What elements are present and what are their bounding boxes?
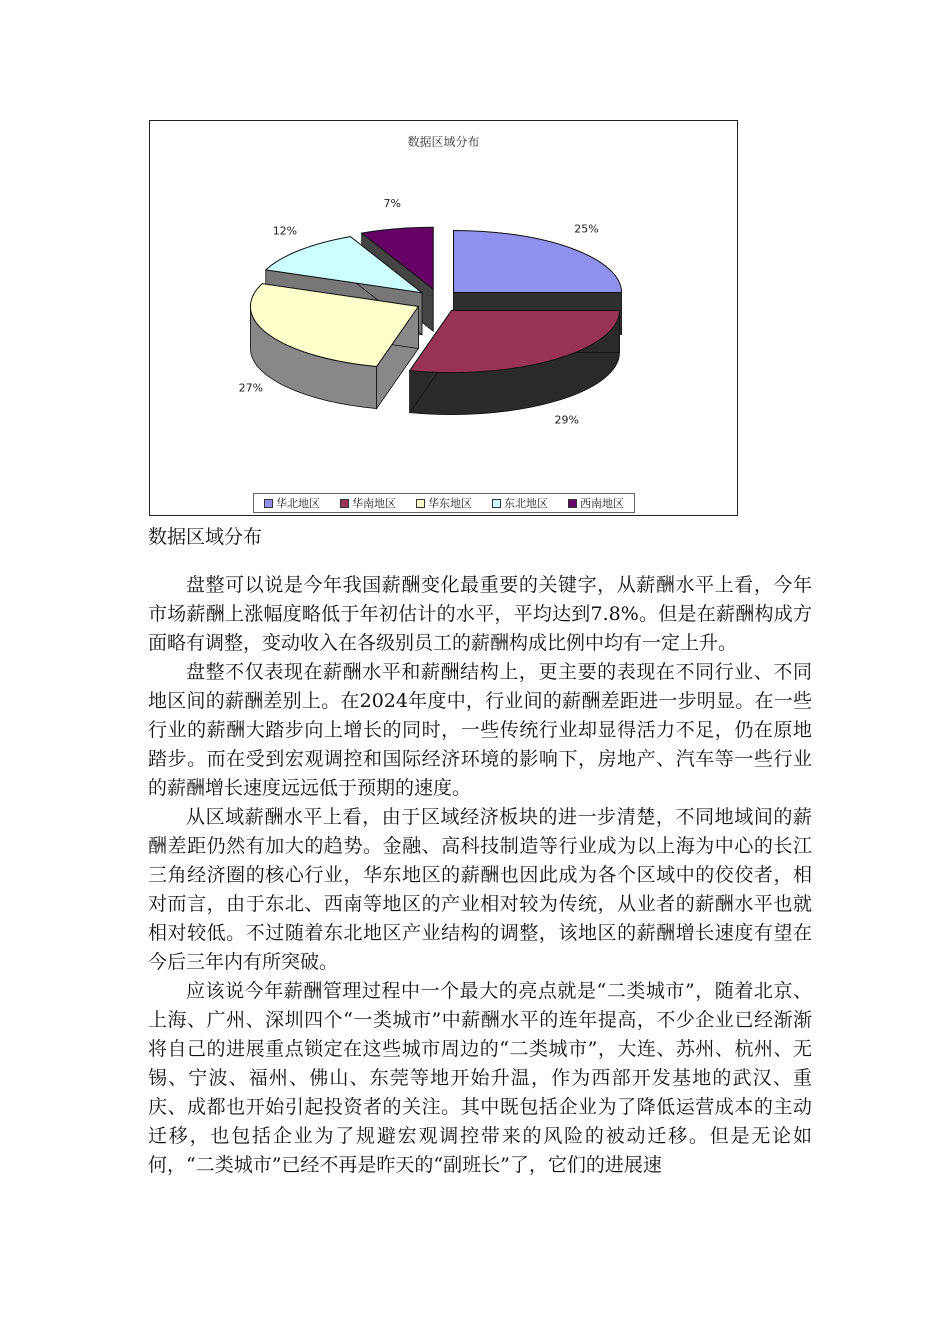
- legend-item: [492, 495, 548, 511]
- chart-title: 数据区域分布: [407, 135, 480, 149]
- pie-chart: [149, 120, 738, 516]
- legend-swatch: [568, 499, 577, 508]
- legend-item: [568, 495, 624, 511]
- paragraph: 从区域薪酬水平上看，由于区域经济板块的进一步清楚，不同地域间的薪酬差距仍然有加大的趋势。金融、高科技制造等行业成为以上海为中心的长江三角经济圈的核心行业，华东地区的薪酬也因此成为各个区域中的佼佼者，相对而言，由于东北、西南等地区的产业相对较为传统，从业者的薪酬水平也就相对较低。不过随着东北地区产业结构的调整，该地区的薪酬增长速度有望在今后三年内有所突破。: [148, 806, 812, 973]
- paragraph: 盘整不仅表现在薪酬水平和薪酬结构上，更主要的表现在不同行业、不同地区间的薪酬差别上。在2024年度中，行业间的薪酬差距进一步明显。在一些行业的薪酬大踏步向上增长的同时，一些传统行业却显得活力不足，仍在原地踏步。而在受到宏观调控和国际经济环境的影响下，房地产、汽车等一些行业的薪酬增长速度远远低于预期的速度。: [148, 661, 812, 799]
- legend-swatch: [416, 499, 425, 508]
- legend-swatch: [492, 499, 501, 508]
- chart-legend: [253, 493, 635, 513]
- paragraph: 盘整可以说是今年我国薪酬变化最重要的关键字，从薪酬水平上看，今年市场薪酬上涨幅度略低于年初估计的水平，平均达到7.8%。但是在薪酬构成方面略有调整，变动收入在各级别员工的薪酬构成比例中均有一定上升。: [148, 574, 812, 654]
- legend-item: [264, 495, 320, 511]
- legend-item: [340, 495, 396, 511]
- pie-data-label: 12%: [272, 224, 298, 238]
- pie-data-label: 29%: [554, 413, 579, 427]
- pie-data-label: 27%: [238, 381, 264, 395]
- pie-chart-svg: [150, 121, 736, 514]
- legend-swatch: [340, 499, 349, 508]
- legend-label: 华北地区: [276, 497, 320, 510]
- pie-slice-华北地区: [454, 230, 622, 292]
- legend-swatch: [264, 499, 273, 508]
- figure-caption: 数据区域分布: [148, 526, 263, 548]
- pie-data-label: 7%: [383, 197, 401, 211]
- legend-label: 东北地区: [504, 497, 548, 510]
- legend-item: [416, 495, 472, 511]
- legend-label: 西南地区: [580, 497, 624, 510]
- legend-label: 华东地区: [428, 497, 472, 510]
- body-text: [148, 571, 812, 1180]
- pie-data-label: 25%: [574, 222, 599, 236]
- paragraph: 应该说今年薪酬管理过程中一个最大的亮点就是“二类城市”，随着北京、上海、广州、深圳四个“一类城市”中薪酬水平的连年提高，不少企业已经渐渐将自己的进展重点锁定在这些城市周边的“二类城市”，大连、苏州、杭州、无锡、宁波、福州、佛山、东莞等地开始升温，作为西部开发基地的武汉、重庆、成都也开始引起投资者的关注。其中既包括企业为了降低运营成本的主动迁移，也包括企业为了规避宏观调控带来的风险的被动迁移。但是无论如何，“二类城市”已经不再是昨天的“副班长”了，它们的进展速: [148, 980, 812, 1176]
- legend-label: 华南地区: [352, 497, 396, 510]
